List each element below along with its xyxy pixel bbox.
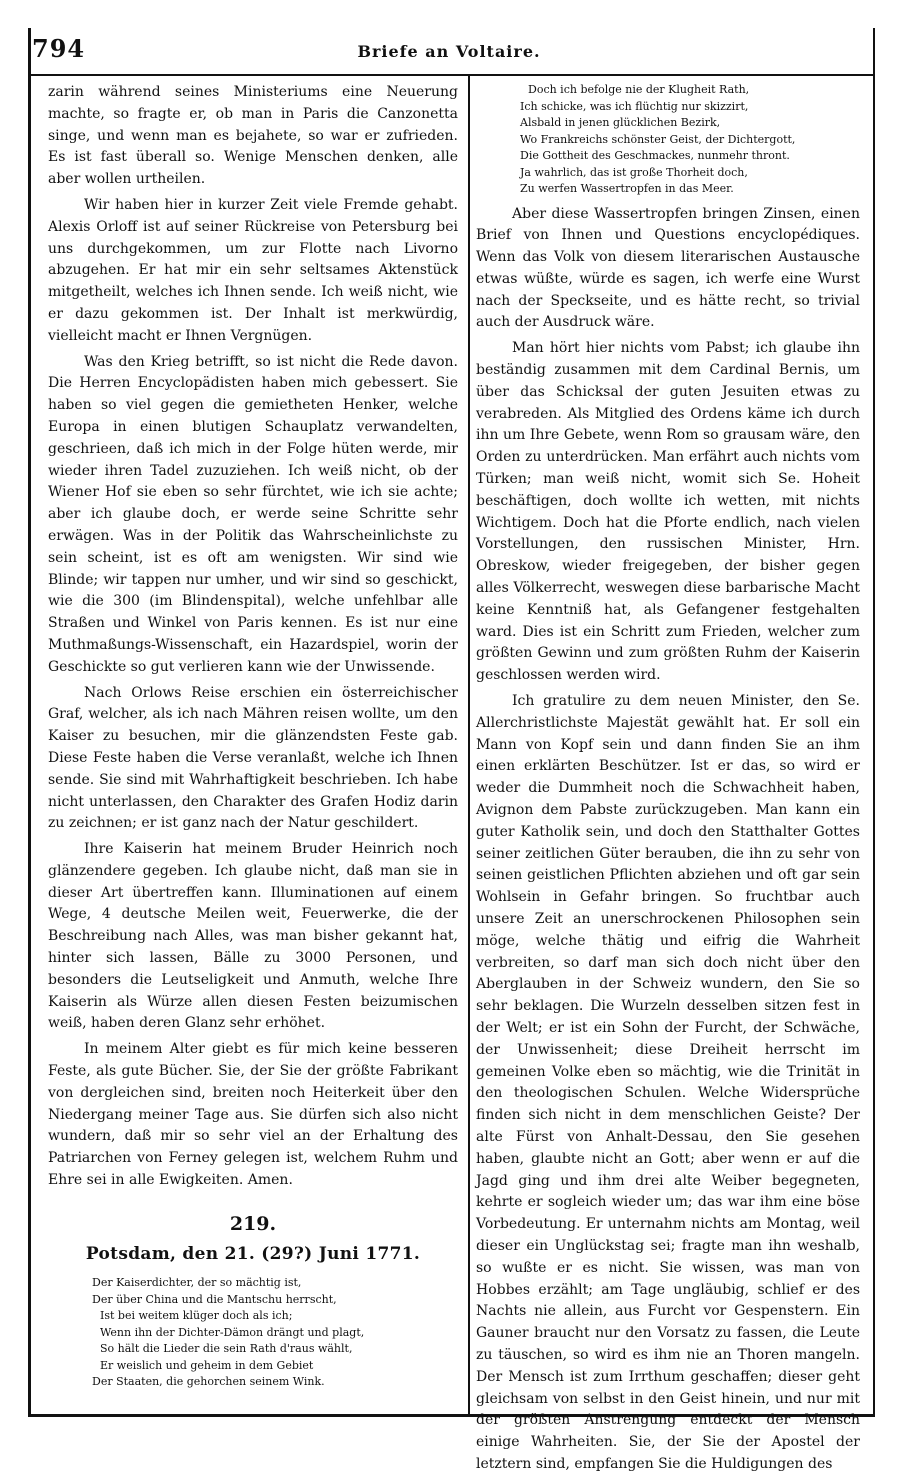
left-column xyxy=(48,82,458,1397)
verse-line: Doch ich befolge nie der Klugheit Rath, xyxy=(528,83,750,96)
verse-line: Die Gottheit des Geschmackes, nunmehr thront. xyxy=(520,149,790,162)
paragraph: Man hört hier nichts vom Pabst; ich glaube ihn beständig zusammen mit dem Cardinal Bernis, um über das Schicksal der guten Jesuiten etwas zu verabreden. Als Mitglied des Ordens käme ich durch ihn um Ihre Gebete, wenn Rom so grausam wäre, den Orden zu unterdrücken. Man erfährt auch nichts vom Türken; man weiß nicht, womit sich Se. Hoheit beschäftigen, doch wollte ich wetten, mit nichts Wichtigem. Doch hat die Pforte endlich, nach vielen Vorstellungen, den russischen Minister, Hrn. Obreskow, wieder freigegeben, der bisher gegen alles Völkerrecht, weswegen diese barbarische Macht keine Kenntniß hat, als Gefangener festgehalten ward. Dies ist ein Schritt zum Frieden, welcher zum größten Gewinn und zum größten Ruhm der Kaiserin geschlossen werden wird. xyxy=(476,340,860,684)
paragraph: Nach Orlows Reise erschien ein österreichischer Graf, welcher, als ich nach Mähren reisen wollte, um den Kaiser zu besuchen, mir die glänzendsten Feste gab. Diese Feste haben die Verse veranlaßt, welche ich Ihnen sende. Sie sind mit Wahrhaftigkeit beschrieben. Ich habe nicht unterlassen, den Charakter des Grafen Hodiz darin zu zeichnen; er ist ganz nach der Natur geschildert. xyxy=(48,684,458,832)
paragraph: Ihre Kaiserin hat meinem Bruder Heinrich noch glänzendere gegeben. Ich glaube nicht, daß man sie in dieser Art übertreffen kann. Illuminationen auf einem Wege, 4 deutsche Meilen weit, Feuerwerke, die der Beschreibung nach Alles, was man bisher gekannt hat, hinter sich lassen, Bälle zu 3000 Personen, und besonders die Leutseligkeit und Anmuth, welche Ihre Kaiserin als Würze allen diesen Festen beizumischen weiß, haben deren Glanz sehr erhöhet. xyxy=(48,841,458,1032)
letter-number: 219. xyxy=(229,1212,277,1235)
paragraph: Aber diese Wassertropfen bringen Zinsen, einen Brief von Ihnen und Questions encyclopédiques. Wenn das Volk von diesem literarischen Austausche etwas wüßte, würde es sagen, ich werfe eine Wurst nach der Speckseite, und es hätte recht, so trivial auch der Ausdruck wäre. xyxy=(476,205,860,331)
verse-line: Alsbald in jenen glücklichen Bezirk, xyxy=(520,116,721,129)
paragraph: In meinem Alter giebt es für mich keine besseren Feste, als gute Bücher. Sie, der Sie der größte Fabrikant von dergleichen sind, breiten noch Heiterkeit über den Niedergang meiner Tage aus. Sie dürfen sich also nicht wundern, daß mir so sehr viel an der Erhaltung des Patriarchen von Ferney gelegen ist, welchem Ruhm und Ehre sei in alle Ewigkeiten. Amen. xyxy=(48,1041,458,1189)
verse-line: Ja wahrlich, das ist große Thorheit doch, xyxy=(520,165,748,179)
letter-dateline: Potsdam, den 21. (29?) Juni 1771. xyxy=(85,1243,421,1264)
verse-line: Ich schicke, was ich flüchtig nur skizzirt, xyxy=(520,99,749,113)
verse-line: Wenn ihn der Dichter-Dämon drängt und plagt, xyxy=(100,1325,365,1339)
page-header xyxy=(28,28,870,72)
right-column xyxy=(476,82,860,1480)
page-number: 794 xyxy=(32,34,86,63)
paragraph: zarin während seines Ministeriums eine Neuerung machte, so fragte er, ob man in Paris die Canzonetta singe, und wenn man es bejahete, so war er zufrieden. Es ist fast überall so. Wenige Menschen denken, alle aber wollen urtheilen. xyxy=(48,84,458,188)
verse-line: Zu werfen Wassertropfen in das Meer. xyxy=(520,182,734,195)
verse-line: Der über China und die Mantschu herrscht, xyxy=(92,1292,337,1306)
running-title: Briefe an Voltaire. xyxy=(357,42,541,61)
column-divider xyxy=(468,76,470,1414)
paragraph: Wir haben hier in kurzer Zeit viele Fremde gehabt. Alexis Orloff ist auf seiner Rückreise von Petersburg bei uns durchgekommen, um zur Flotte nach Livorno abzugehen. Er hat mir ein sehr seltsames Aktenstück mitgetheilt, welches ich Ihnen sende. Ich weiß nicht, wie er dazu gekommen ist. Der Inhalt ist merkwürdig, vielleicht macht er Ihnen Vergnügen. xyxy=(48,196,458,344)
verse-block xyxy=(48,1275,458,1391)
verse-line: Der Kaiserdichter, der so mächtig ist, xyxy=(92,1276,302,1290)
verse-block xyxy=(476,82,860,198)
verse-line: Ist bei weitem klüger doch als ich; xyxy=(100,1309,293,1323)
verse-line: Er weislich und geheim in dem Gebiet xyxy=(100,1358,314,1372)
verse-line: Der Staaten, die gehorchen seinem Wink. xyxy=(92,1375,325,1389)
verse-line: So hält die Lieder die sein Rath d'raus wählt, xyxy=(100,1342,353,1356)
paragraph: Ich gratulire zu dem neuen Minister, den Se. Allerchristlichste Majestät gewählt hat. Er soll ein Mann von Kopf sein und dann finden Sie an ihm einen erklärten Beschützer. Ist er das, so wird er weder die Dummheit noch die Schwachheit haben, Avignon dem Pabste zurückzugeben. Man kann ein guter Katholik sein, und doch den Statthalter Gottes seiner zeitlichen Güter berauben, die ihn zu sehr von seinen geistlichen Pflichten abziehen und oft gar sein Wohlsein in Gefahr bringen. So fruchtbar auch unsere Zeit an unerschrockenen Philosophen sein möge, welche thätig und eifrig die Wahrheit verbreiten, so darf man sich doch nicht über den Aberglauben in der Schweiz wundern, den Sie so sehr beklagen. Die Wurzeln desselben sitzen fest in der Welt; er ist ein Sohn der Furcht, der Schwäche, der Unwissenheit; diese Dreiheit herrscht im gemeinen Volke eben so mächtig, wie die Trinität in den theologischen Schulen. Welche Widersprüche finden sich nicht in dem menschlichen Geiste? Der alte Fürst von Anhalt-Dessau, den Sie gesehen haben, glaubte nicht an Gott; aber wenn er auf die Jagd ging und ihm drei alte Weiber begegneten, kehrte er sogleich wieder um; das war ihm eine böse Vorbedeutung. Er unternahm nichts am Montag, weil dieser ein Unglückstag sei; fragte man ihn weshalb, so wußte er es nicht. Sie wissen, was man von Hobbes erzählt; am Tage ungläubig, schlief er des Nachts nie allein, aus Furcht vor Gespenstern. Ein Gauner braucht nur den Vorsatz zu fassen, die Leute zu täuschen, so wird es ihm nie an Thoren mangeln. Der Mensch ist zum Irrthum geschaffen; dieser geht gleichsam von selbst in den Geist hinein, und nur mit der größten Anstrengung entdeckt der Mensch einige Wahrheiten. Sie, der Sie der Apostel der letztern sind, empfangen Sie die Huldigungen des xyxy=(476,693,860,1472)
verse-line: Wo Frankreichs schönster Geist, der Dichtergott, xyxy=(520,132,796,146)
paragraph: Was den Krieg betrifft, so ist nicht die Rede davon. Die Herren Encyclopädisten haben mich gebessert. Sie haben so viel gegen die gemietheten Henker, welche Europa in einen blutigen Schauplatz verwandelten, geschrieen, daß ich mich in der Folge hüten werde, mir wieder ihren Tadel zuzuziehen. Ich weiß nicht, ob der Wiener Hof sie eben so sehr fürchtet, wie ich sie achte; aber ich glaube doch, er werde seine Schritte sehr erwägen. Was in der Politik das Wahrscheinlichste zu sein scheint, ist es oft am wenigsten. Wir sind wie Blinde; wir tappen nur umher, und wir sind so geschickt, wie die 300 (im Blindenspital), welche unfehlbar alle Straßen und Winkel von Paris kennen. Es ist nur eine Muthmaßungs-Wissenschaft, ein Hazardspiel, worin der Geschickte so gut verlieren kann wie der Unwissende. xyxy=(48,353,458,675)
header-rule xyxy=(28,74,873,76)
